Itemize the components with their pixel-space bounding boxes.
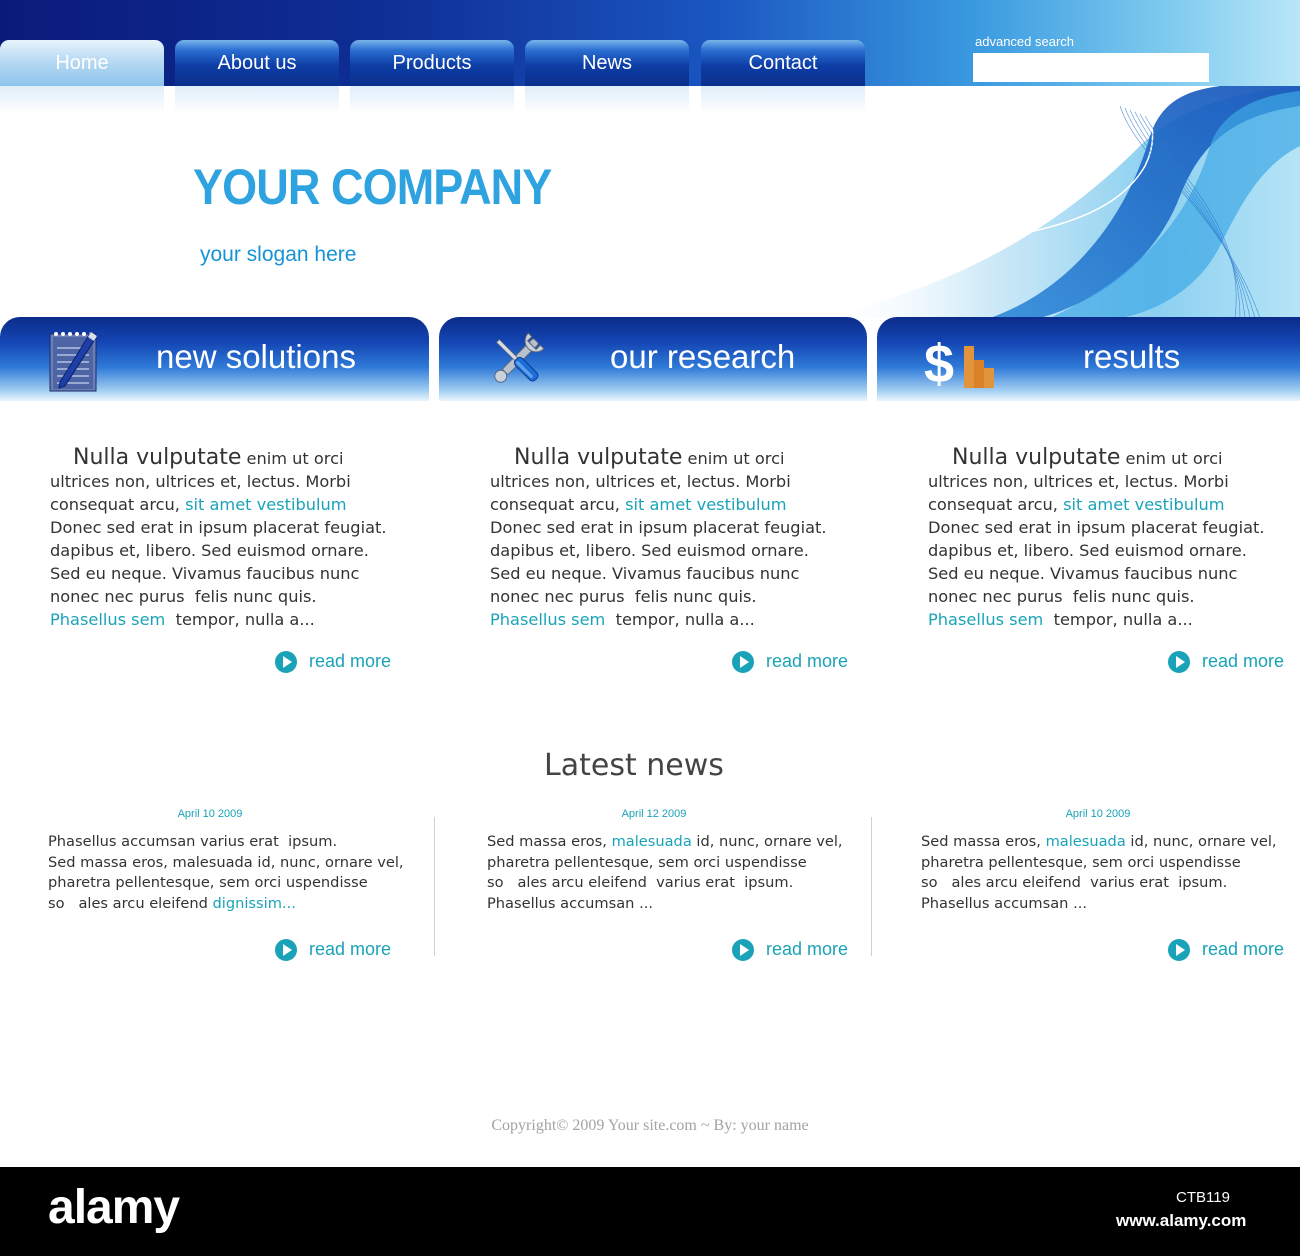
text-run: consequat arcu, [928,495,1064,514]
play-circle-icon [732,651,754,673]
text-run: Donec sed erat in ipsum placerat feugiat. [490,518,827,537]
news-date: April 12 2009 [621,808,687,820]
text-run: id, nunc, ornare vel, [1125,833,1277,850]
text-run: nonec nec purus felis nunc quis. [50,587,317,606]
text-line [921,894,1300,915]
text-run: dapibus et, libero. Sed euismod ornare. [928,541,1247,560]
text-run: pharetra pellentesque, sem orci uspendisse [921,853,1241,871]
svg-text:$: $ [924,334,955,390]
read-more-label: read more [766,651,849,671]
nav-reflection [0,86,164,114]
text-line [928,493,1288,516]
text-run: ultrices non, ultrices et, lectus. Morbi [490,472,791,491]
text-line [921,832,1300,853]
feature-title-new-solutions: new solutions [156,338,356,375]
text-line [928,608,1288,631]
text-line [490,585,850,608]
news-date: April 10 2009 [177,808,243,820]
play-circle-icon [275,651,297,673]
text-run: Phasellus accumsan varius erat ipsum. [48,833,338,850]
read-more-link[interactable] [732,651,848,673]
feature-title-results: results [1083,338,1181,375]
play-circle-icon [732,939,754,961]
feature-text [490,470,850,631]
highlight-link[interactable]: malesuada [611,833,692,850]
nav-reflection [175,86,339,114]
text-run: so ales arcu eleifend varius erat ipsum. [487,874,794,891]
text-run: Sed eu neque. Vivamus faucibus nunc [928,564,1238,583]
text-line [50,470,410,493]
text-line [50,539,410,562]
text-line [928,539,1288,562]
latest-news-title: Latest news [544,748,724,783]
text-run: ultrices non, ultrices et, lectus. Morbi [928,472,1229,491]
text-line [928,562,1288,585]
highlight-link[interactable]: sit amet vestibulum [1063,495,1225,514]
text-line [928,516,1288,539]
text-run: Sed massa eros, malesuada id, nunc, ornare vel, [48,853,404,871]
text-run: so ales arcu eleifend [48,894,213,912]
slogan: your slogan here [200,243,357,266]
text-run: dapibus et, libero. Sed euismod ornare. [490,541,809,560]
feature-lead-rest: enim ut orci [682,449,785,468]
text-line [48,894,428,915]
read-more-label: read more [766,939,849,959]
text-run: Sed massa eros, [487,833,612,850]
decorative-swoosh [760,86,1300,318]
text-run: id, nunc, ornare vel, [691,833,843,850]
text-run: dapibus et, libero. Sed euismod ornare. [50,541,369,560]
text-run: pharetra pellentesque, sem orci uspendisse [487,853,807,871]
text-line [490,608,850,631]
text-run: Phasellus accumsan ... [487,894,653,912]
text-line [490,493,850,516]
search-label: advanced search [975,34,1075,49]
text-line [50,562,410,585]
highlight-link[interactable]: Phasellus sem [928,610,1049,629]
text-line [48,873,428,894]
play-circle-icon [1168,939,1190,961]
text-run: Sed eu neque. Vivamus faucibus nunc [50,564,360,583]
feature-lead: Nulla vulputate [73,445,242,470]
text-line [48,832,428,853]
nav-contact[interactable]: Contact [701,40,865,86]
highlight-link[interactable]: sit amet vestibulum [185,495,347,514]
feature-column-2 [490,445,850,631]
feature-column-3 [928,445,1288,631]
text-line [490,562,850,585]
feature-column-1 [50,445,410,631]
text-run: so ales arcu eleifend varius erat ipsum. [921,874,1228,891]
highlight-link[interactable]: sit amet vestibulum [625,495,787,514]
text-line [921,853,1300,874]
text-line [50,608,410,631]
feature-text [50,470,410,631]
nav-home[interactable]: Home [0,40,164,86]
watermark-strip [0,1167,1300,1256]
text-line [487,873,867,894]
feature-lead: Nulla vulputate [514,445,683,470]
text-run: tempor, nulla a... [170,610,315,629]
text-run: consequat arcu, [490,495,626,514]
search-input[interactable] [973,53,1209,82]
text-run: pharetra pellentesque, sem orci uspendisse [48,874,368,891]
alamy-url: www.alamy.com [1116,1211,1247,1230]
read-more-link[interactable] [275,651,391,673]
text-line [487,832,867,853]
wrench-screwdriver-icon [486,329,548,391]
text-line [50,585,410,608]
dollar-chart-icon [924,326,998,390]
read-more-label: read more [1202,939,1285,959]
news-date: April 10 2009 [1065,808,1131,820]
image-id: CTB119 [1176,1189,1230,1206]
feature-lead-rest: enim ut orci [1120,449,1223,468]
text-line [490,516,850,539]
highlight-link[interactable]: Phasellus sem [50,610,171,629]
column-divider [871,817,872,956]
highlight-link[interactable]: malesuada [1045,833,1126,850]
text-line [487,894,867,915]
text-run: tempor, nulla a... [1048,610,1193,629]
text-line [48,853,428,874]
news-text [48,832,428,914]
nav-reflection [350,86,514,114]
play-circle-icon [1168,651,1190,673]
read-more-link[interactable] [1168,939,1284,961]
text-line [50,516,410,539]
read-more-link[interactable] [1168,651,1284,673]
feature-title-our-research: our research [610,338,796,375]
text-run: consequat arcu, [50,495,186,514]
nav-about-us[interactable]: About us [175,40,339,86]
read-more-label: read more [309,939,392,959]
alamy-logo: alamy [48,1181,180,1234]
text-line [490,539,850,562]
read-more-label: read more [309,651,392,671]
highlight-link[interactable]: Phasellus sem [490,610,611,629]
text-run: ultrices non, ultrices et, lectus. Morbi [50,472,351,491]
company-name: YOUR COMPANY [193,159,552,215]
read-more-link[interactable] [732,939,848,961]
news-text [921,832,1300,914]
text-line [928,470,1288,493]
highlight-link[interactable]: dignissim... [212,894,296,912]
text-run: Sed massa eros, [921,833,1046,850]
news-text [487,832,867,914]
play-circle-icon [275,939,297,961]
text-line [50,493,410,516]
text-line [928,585,1288,608]
read-more-label: read more [1202,651,1285,671]
nav-products[interactable]: Products [350,40,514,86]
text-run: Phasellus accumsan ... [921,894,1087,912]
text-run: nonec nec purus felis nunc quis. [490,587,757,606]
feature-text [928,470,1288,631]
notepad-pen-icon [47,328,99,394]
text-run: Sed eu neque. Vivamus faucibus nunc [490,564,800,583]
feature-lead: Nulla vulputate [952,445,1121,470]
text-run: Donec sed erat in ipsum placerat feugiat. [50,518,387,537]
text-run: nonec nec purus felis nunc quis. [928,587,1195,606]
copyright: Copyright© 2009 Your site.com ~ By: your name [491,1117,809,1134]
text-line [921,873,1300,894]
text-line [487,853,867,874]
read-more-link[interactable] [275,939,391,961]
nav-news[interactable]: News [525,40,689,86]
column-divider [434,817,435,956]
feature-lead-rest: enim ut orci [241,449,344,468]
nav-reflection [525,86,689,114]
text-run: Donec sed erat in ipsum placerat feugiat. [928,518,1265,537]
text-run: tempor, nulla a... [610,610,755,629]
text-line [490,470,850,493]
